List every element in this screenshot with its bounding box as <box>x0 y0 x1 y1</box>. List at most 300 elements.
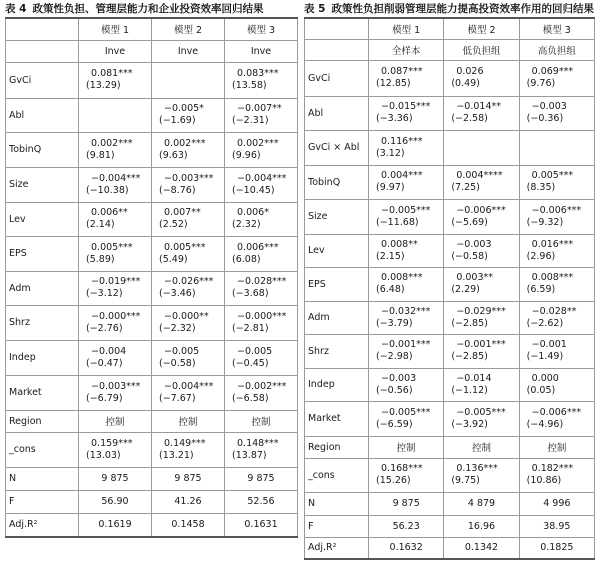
data-cell <box>369 60 444 96</box>
row-label: GvCi <box>305 60 369 96</box>
coefficient: −0.007** <box>237 103 282 114</box>
table-5-body <box>305 18 595 559</box>
table-row <box>6 202 298 236</box>
coefficient: 0.004*** <box>381 170 423 181</box>
t-statistic: (9.75) <box>451 475 480 486</box>
t-statistic: (12.85) <box>376 78 411 89</box>
data-cell: 4 996 <box>519 492 594 515</box>
coefficient: −0.006*** <box>531 204 582 216</box>
data-cell <box>152 271 225 305</box>
t-statistic: (−2.81) <box>232 322 269 334</box>
table-row <box>305 60 595 96</box>
t-statistic: (2.52) <box>159 219 188 230</box>
coefficient: 0.008** <box>381 238 418 250</box>
coefficient: 0.002*** <box>91 137 133 149</box>
table-4-body <box>6 18 298 537</box>
row-label: Adj.R² <box>6 513 79 537</box>
data-cell <box>152 432 225 467</box>
coefficient: −0.006*** <box>531 406 582 418</box>
data-cell <box>369 267 444 301</box>
data-cell <box>225 202 298 236</box>
data-cell: 控制 <box>444 436 519 458</box>
coefficient: −0.014** <box>456 101 501 112</box>
coefficient: −0.003 <box>456 238 492 250</box>
data-cell <box>79 236 152 271</box>
data-cell <box>152 202 225 236</box>
table-row <box>305 267 595 301</box>
coefficient: 0.003** <box>456 272 494 283</box>
row-label: Abl <box>6 98 79 132</box>
table-5-title: 政策性负担削弱管理层能力提高投资效率作用的回归结果 <box>331 3 594 15</box>
data-cell: 56.23 <box>369 515 444 537</box>
data-cell <box>225 236 298 271</box>
coefficient: −0.004*** <box>237 172 287 184</box>
row-label: GvCi <box>6 62 79 98</box>
coefficient: 0.004**** <box>456 170 503 181</box>
data-cell: 0.1619 <box>79 513 152 537</box>
coefficient: 0.000 <box>531 372 559 384</box>
data-cell <box>152 62 225 98</box>
row-label: _cons <box>305 458 369 492</box>
data-cell <box>225 132 298 167</box>
t-statistic: (9.63) <box>159 149 188 161</box>
coefficient: −0.014 <box>456 372 492 384</box>
coefficient: 0.069*** <box>531 66 574 77</box>
t-statistic: (13.29) <box>86 80 121 91</box>
t-statistic: (−10.45) <box>232 184 275 196</box>
data-cell: 52.56 <box>225 490 298 513</box>
t-statistic: (−2.76) <box>86 322 123 334</box>
data-cell <box>369 401 444 436</box>
t-statistic: (−4.96) <box>526 418 564 430</box>
coefficient: −0.019*** <box>91 276 141 287</box>
t-statistic: (−7.67) <box>159 392 196 404</box>
row-label: Indep <box>305 368 369 401</box>
data-cell <box>519 165 594 199</box>
t-statistic: (−2.85) <box>451 351 488 362</box>
table-4-title: 政策性负担、管理层能力和企业投资效率回归结果 <box>32 3 264 15</box>
table-row <box>6 340 298 375</box>
header-stub-cell <box>305 18 369 39</box>
data-cell <box>152 305 225 340</box>
t-statistic: (−0.36) <box>526 113 564 124</box>
t-statistic: (−2.98) <box>376 351 413 362</box>
coefficient: −0.004 <box>91 345 127 357</box>
t-statistic: (−6.58) <box>232 392 269 404</box>
data-cell: 控制 <box>519 436 594 458</box>
row-label: _cons <box>6 432 79 467</box>
table-5-panel <box>304 2 595 560</box>
table-row <box>6 513 298 537</box>
header-stub-cell <box>6 40 79 62</box>
coefficient: −0.006*** <box>456 204 506 216</box>
data-cell <box>225 98 298 132</box>
data-cell <box>519 334 594 368</box>
data-cell <box>79 132 152 167</box>
header-stub-cell <box>305 39 369 60</box>
row-label: EPS <box>6 236 79 271</box>
row-label: Market <box>6 375 79 410</box>
t-statistic: (−6.79) <box>86 392 123 404</box>
t-statistic: (0.05) <box>526 384 556 396</box>
data-cell: 9 875 <box>152 467 225 490</box>
header-stub-cell <box>6 18 79 40</box>
table-row <box>305 234 595 267</box>
coefficient: −0.000*** <box>237 310 287 322</box>
t-statistic: (−3.36) <box>376 113 413 124</box>
coefficient: −0.015*** <box>381 101 431 112</box>
data-cell <box>79 305 152 340</box>
data-cell <box>225 62 298 98</box>
data-cell <box>519 301 594 334</box>
t-statistic: (−6.59) <box>376 418 413 430</box>
coefficient: −0.028** <box>531 305 577 317</box>
coefficient: 0.182*** <box>531 463 574 474</box>
data-cell <box>444 96 519 130</box>
row-label: F <box>305 515 369 537</box>
t-statistic: (6.48) <box>376 284 405 295</box>
data-cell <box>79 375 152 410</box>
t-statistic: (6.59) <box>526 284 556 295</box>
row-label: Region <box>6 410 79 432</box>
data-cell <box>225 375 298 410</box>
t-statistic: (−3.46) <box>159 288 196 299</box>
t-statistic: (5.89) <box>86 253 115 265</box>
coefficient: 0.116*** <box>381 135 423 147</box>
table-row <box>6 375 298 410</box>
data-cell <box>444 234 519 267</box>
t-statistic: (−11.68) <box>376 216 419 228</box>
row-label: Adj.R² <box>305 537 369 559</box>
t-statistic: (−2.85) <box>451 317 488 329</box>
coefficient: −0.026*** <box>164 276 214 287</box>
t-statistic: (−3.92) <box>451 418 488 430</box>
table-5-number: 表 5 <box>304 3 326 15</box>
data-cell <box>152 98 225 132</box>
row-label: EPS <box>305 267 369 301</box>
row-label: TobinQ <box>305 165 369 199</box>
table-row <box>6 490 298 513</box>
table-4-caption <box>5 2 298 17</box>
header-row <box>305 18 595 39</box>
data-cell <box>519 96 594 130</box>
coefficient: −0.005 <box>237 345 273 357</box>
table-row <box>6 62 298 98</box>
coefficient: −0.005*** <box>381 204 431 216</box>
data-cell <box>519 458 594 492</box>
coefficient: 0.006* <box>237 207 269 218</box>
data-cell <box>79 432 152 467</box>
data-cell: 0.1632 <box>369 537 444 559</box>
t-statistic: (−0.58) <box>159 357 196 369</box>
data-cell <box>79 271 152 305</box>
data-cell: 控制 <box>152 410 225 432</box>
t-statistic: (−0.47) <box>86 357 123 369</box>
header-cell: 模型 2 <box>152 18 225 40</box>
data-cell: 56.90 <box>79 490 152 513</box>
header-row <box>305 39 595 60</box>
coefficient: 0.005*** <box>164 241 206 253</box>
coefficient: −0.005 <box>164 345 200 357</box>
t-statistic: (−0.45) <box>232 357 269 369</box>
coefficient: −0.000** <box>164 310 209 322</box>
data-cell <box>444 199 519 234</box>
coefficient: −0.002*** <box>237 380 287 392</box>
coefficient: 0.007** <box>164 207 201 218</box>
t-statistic: (−3.12) <box>86 288 123 299</box>
t-statistic: (13.58) <box>232 80 267 91</box>
data-cell <box>225 340 298 375</box>
data-cell <box>444 458 519 492</box>
table-row <box>305 458 595 492</box>
table-row <box>305 368 595 401</box>
data-cell <box>444 368 519 401</box>
data-cell <box>444 301 519 334</box>
table-row <box>305 165 595 199</box>
t-statistic: (−2.31) <box>232 115 269 126</box>
table-row <box>6 132 298 167</box>
table-row <box>305 199 595 234</box>
data-cell <box>369 301 444 334</box>
header-cell: 模型 1 <box>79 18 152 40</box>
data-cell <box>519 60 594 96</box>
coefficient: −0.003 <box>381 372 417 384</box>
data-cell <box>369 165 444 199</box>
header-cell: 模型 3 <box>519 18 594 39</box>
t-statistic: (0.49) <box>451 78 480 89</box>
t-statistic: (−0.58) <box>451 250 488 262</box>
t-statistic: (13.21) <box>159 449 194 461</box>
table-row <box>6 236 298 271</box>
header-cell: 全样本 <box>369 39 444 60</box>
data-cell <box>79 62 152 98</box>
row-label: Indep <box>6 340 79 375</box>
table-row <box>305 401 595 436</box>
coefficient: 0.006*** <box>237 241 279 253</box>
data-cell <box>225 432 298 467</box>
data-cell <box>369 96 444 130</box>
data-cell: 0.1631 <box>225 513 298 537</box>
row-label: Lev <box>6 202 79 236</box>
data-cell <box>519 267 594 301</box>
data-cell <box>519 130 594 165</box>
data-cell <box>519 401 594 436</box>
data-cell <box>369 458 444 492</box>
table-row <box>6 98 298 132</box>
row-label: TobinQ <box>6 132 79 167</box>
coefficient: −0.032*** <box>381 305 431 317</box>
data-cell <box>225 305 298 340</box>
row-label: Size <box>305 199 369 234</box>
coefficient: −0.004*** <box>91 172 141 184</box>
t-statistic: (9.97) <box>376 182 405 193</box>
coefficient: −0.000*** <box>91 310 141 322</box>
row-label: N <box>6 467 79 490</box>
t-statistic: (−2.32) <box>159 322 196 334</box>
table-4 <box>5 17 298 538</box>
t-statistic: (−8.76) <box>159 184 196 196</box>
table-4-number: 表 4 <box>5 3 27 15</box>
data-cell <box>519 368 594 401</box>
t-statistic: (−3.68) <box>232 288 269 299</box>
data-cell <box>79 167 152 202</box>
data-cell: 9 875 <box>369 492 444 515</box>
t-statistic: (−1.69) <box>159 115 196 126</box>
header-cell: 模型 2 <box>444 18 519 39</box>
row-label: Region <box>305 436 369 458</box>
data-cell: 16.96 <box>444 515 519 537</box>
table-5 <box>304 17 595 560</box>
coefficient: 0.002*** <box>237 137 279 149</box>
data-cell <box>444 165 519 199</box>
table-row <box>305 301 595 334</box>
t-statistic: (15.26) <box>376 475 411 486</box>
data-cell: 38.95 <box>519 515 594 537</box>
data-cell <box>79 202 152 236</box>
coefficient: −0.005* <box>164 103 204 114</box>
data-cell <box>444 60 519 96</box>
row-label: Size <box>6 167 79 202</box>
data-cell: 9 875 <box>79 467 152 490</box>
coefficient: −0.001 <box>531 339 567 350</box>
coefficient: 0.005*** <box>91 241 133 253</box>
coefficient: 0.083*** <box>237 68 279 79</box>
coefficient: 0.168*** <box>381 463 423 474</box>
header-cell: 模型 3 <box>225 18 298 40</box>
data-cell <box>369 234 444 267</box>
table-4-panel <box>5 2 298 538</box>
data-cell: 0.1825 <box>519 537 594 559</box>
table-row <box>305 96 595 130</box>
coefficient: −0.004*** <box>164 380 214 392</box>
t-statistic: (2.96) <box>526 250 556 262</box>
data-cell <box>152 375 225 410</box>
coefficient: 0.026 <box>456 66 484 77</box>
row-label: Market <box>305 401 369 436</box>
data-cell <box>225 167 298 202</box>
coefficient: 0.002*** <box>164 137 206 149</box>
data-cell <box>444 401 519 436</box>
header-cell: 低负担组 <box>444 39 519 60</box>
row-label: Adm <box>6 271 79 305</box>
coefficient: 0.159*** <box>91 437 133 449</box>
table-row <box>305 492 595 515</box>
data-cell <box>79 98 152 132</box>
data-cell <box>369 368 444 401</box>
t-statistic: (13.03) <box>86 449 121 461</box>
table-row <box>6 305 298 340</box>
header-cell: Inve <box>225 40 298 62</box>
data-cell <box>369 130 444 165</box>
coefficient: −0.003*** <box>91 380 141 392</box>
data-cell <box>152 132 225 167</box>
coefficient: 0.149*** <box>164 437 206 449</box>
t-statistic: (8.35) <box>526 182 556 193</box>
t-statistic: (9.96) <box>232 149 261 161</box>
data-cell: 控制 <box>369 436 444 458</box>
table-row <box>6 467 298 490</box>
data-cell <box>225 271 298 305</box>
table-row <box>305 130 595 165</box>
table-row <box>305 334 595 368</box>
coefficient: 0.016*** <box>531 238 574 250</box>
t-statistic: (2.32) <box>232 219 261 230</box>
t-statistic: (−5.69) <box>451 216 488 228</box>
row-label: F <box>6 490 79 513</box>
header-row <box>6 40 298 62</box>
coefficient: −0.001*** <box>381 339 431 350</box>
table-row <box>6 167 298 202</box>
coefficient: −0.005*** <box>381 406 431 418</box>
data-cell <box>152 167 225 202</box>
coefficient: 0.006** <box>91 207 128 218</box>
t-statistic: (−0.56) <box>376 384 413 396</box>
coefficient: −0.003*** <box>164 172 214 184</box>
data-cell: 控制 <box>79 410 152 432</box>
data-cell: 9 875 <box>225 467 298 490</box>
table-row <box>305 515 595 537</box>
data-cell <box>79 340 152 375</box>
data-cell: 0.1458 <box>152 513 225 537</box>
header-cell: Inve <box>79 40 152 62</box>
row-label: N <box>305 492 369 515</box>
t-statistic: (−10.38) <box>86 184 129 196</box>
table-row <box>6 432 298 467</box>
t-statistic: (9.76) <box>526 78 556 89</box>
data-cell <box>519 199 594 234</box>
data-cell <box>369 334 444 368</box>
data-cell <box>369 199 444 234</box>
data-cell <box>519 234 594 267</box>
header-cell: Inve <box>152 40 225 62</box>
coefficient: −0.005*** <box>456 406 506 418</box>
coefficient: 0.005*** <box>531 170 574 181</box>
row-label: Adm <box>305 301 369 334</box>
t-statistic: (−1.12) <box>451 384 488 396</box>
table-row <box>6 410 298 432</box>
data-cell <box>152 340 225 375</box>
t-statistic: (2.29) <box>451 284 480 295</box>
t-statistic: (10.86) <box>526 475 562 486</box>
data-cell <box>444 130 519 165</box>
t-statistic: (−3.79) <box>376 317 413 329</box>
header-cell: 模型 1 <box>369 18 444 39</box>
t-statistic: (−9.32) <box>526 216 564 228</box>
t-statistic: (−2.58) <box>451 113 488 124</box>
row-label: Lev <box>305 234 369 267</box>
coefficient: 0.148*** <box>237 437 279 449</box>
row-label: Shrz <box>6 305 79 340</box>
t-statistic: (6.08) <box>232 253 261 265</box>
row-label: Abl <box>305 96 369 130</box>
coefficient: 0.136*** <box>456 463 498 474</box>
table-row <box>305 537 595 559</box>
data-cell <box>444 334 519 368</box>
row-label: GvCi × Abl <box>305 130 369 165</box>
t-statistic: (13.87) <box>232 449 267 461</box>
row-label: Shrz <box>305 334 369 368</box>
coefficient: 0.008*** <box>531 272 574 283</box>
coefficient: 0.008*** <box>381 272 423 283</box>
coefficient: −0.028*** <box>237 276 287 287</box>
coefficient: −0.001*** <box>456 339 506 350</box>
data-cell: 41.26 <box>152 490 225 513</box>
data-cell: 4 879 <box>444 492 519 515</box>
t-statistic: (3.12) <box>376 147 405 159</box>
table-row <box>305 436 595 458</box>
t-statistic: (2.15) <box>376 250 405 262</box>
coefficient: −0.029*** <box>456 305 506 317</box>
